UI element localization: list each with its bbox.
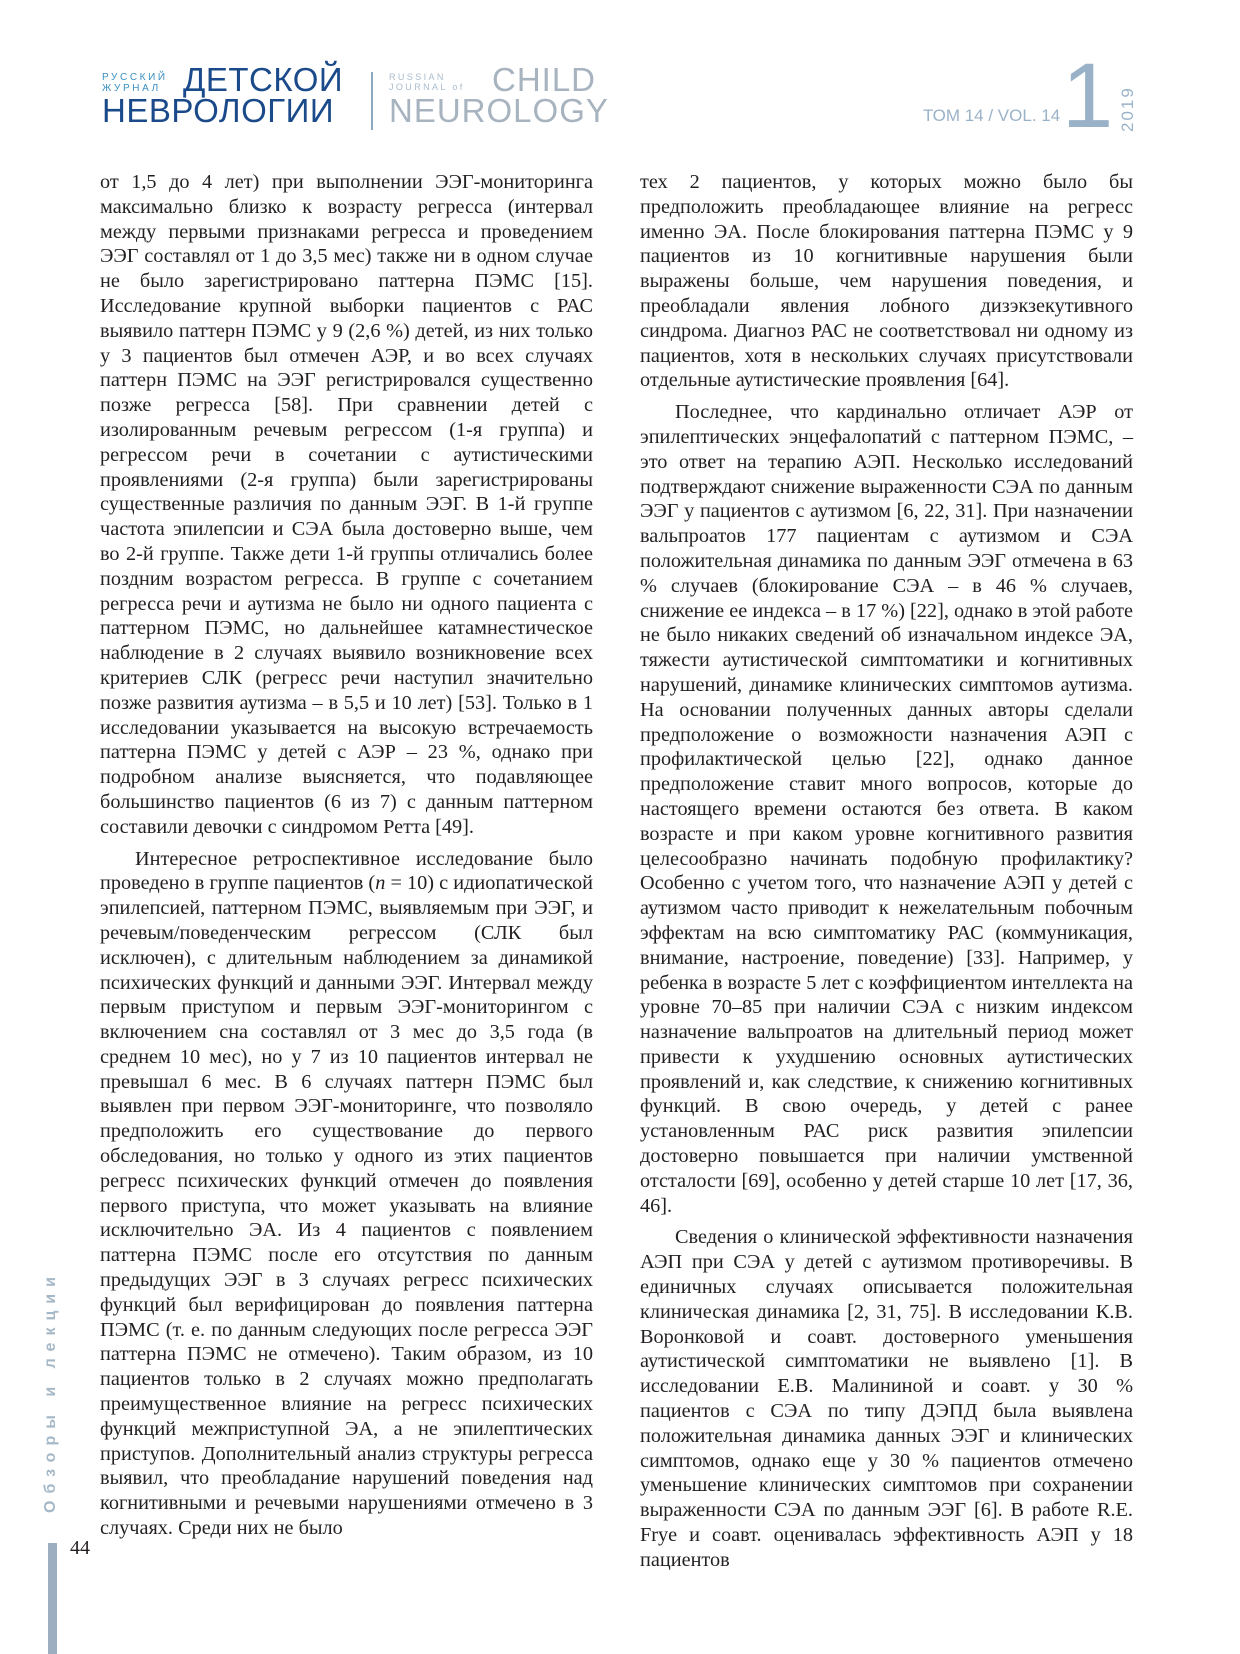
issue-number: 1 bbox=[1062, 45, 1114, 147]
left-paragraph-2-part-a: Интересное ретроспективное исследование было проведено в группе пациентов ( bbox=[100, 847, 593, 895]
journal-en-small-label: RUSSIAN JOURNAL of bbox=[389, 72, 465, 92]
right-paragraph-3: Сведения о клинической эффективности назначения АЭП при СЭА у детей с аутизмом противоречивы. В единичных случаях описывается положительная клиническая динамика [2, 31, 75]. В исследовании К.В. Воронковой и соавт. достоверного уменьшения аутистической симптоматики не выявлено [1]. В исследовании Е.В. Малининой и соавт. у 30 % пациентов с СЭА по типу ДЭПД была выявлена положительная динамика данных ЭЭГ и клинических симптомов, однако еще у 30 % пациентов отмечено уменьшение клинических симптомов при сохранении выраженности СЭА по данным ЭЭГ [6]. В работе R.E. Frye и соавт. оценивалась эффективность АЭП у 18 пациентов bbox=[640, 1226, 1133, 1571]
sample-size-variable: n bbox=[375, 872, 386, 895]
section-label-vertical: Обзоры и лекции bbox=[42, 1270, 59, 1513]
left-paragraph-2 bbox=[100, 847, 593, 1541]
page-number: 44 bbox=[70, 1537, 90, 1559]
header-divider bbox=[371, 72, 373, 130]
journal-ru-title-line1: ДЕТСКОЙ bbox=[183, 61, 344, 98]
journal-en-title-line2: NEUROLOGY bbox=[389, 92, 609, 129]
journal-en-title-line1: CHILD bbox=[492, 61, 597, 98]
left-paragraph-1: от 1,5 до 4 лет) при выполнении ЭЭГ-мониторинга максимально близко к возрасту регресса (интервал между первыми признаками регресса и проведением ЭЭГ составлял от 1 до 3,5 мес) также ни в одном случае не было зарегистрировано паттерна ПЭМС [15]. Исследование крупной выборки пациентов с РАС выявило паттерн ПЭМС у 9 (2,6 %) детей, из них только у 3 пациентов был отмечен АЭР, и во всех случаях паттерн ПЭМС на ЭЭГ регистрировался существенно позже регресса [58]. При сравнении детей с изолированным речевым регрессом (1-я группа) и регрессом речи в сочетании с аутистическими проявлениями (2-я группа) были зарегистрированы существенные различия по данным ЭЭГ. В 1-й группе частота эпилепсии и СЭА была достоверно выше, чем во 2-й группе. Также дети 1-й группы отличались более поздним возрастом регресса. В группе с сочетанием регресса речи и аутизма не было ни одного пациента с паттерном ПЭМС, но дальнейшее катамнестическое наблюдение в 2 случаях выявило возникновение всех критериев СЛК (регресс речи наступил значительно позже развития аутизма – в 5,5 и 10 лет) [53]. Только в 1 исследовании указывается на высокую встречаемость паттерна ПЭМС у детей с АЭР – 23 %, однако при подробном анализе выясняется, что подавляющее большинство пациентов (6 из 7) с данным паттерном составили девочки с синдромом Ретта [49]. bbox=[100, 171, 593, 838]
left-text-column bbox=[100, 170, 593, 1541]
right-text-column bbox=[640, 170, 1133, 1573]
left-paragraph-2-part-b: = 10) с идиопатической эпилепсией, паттерном ПЭМС, выявляемым при ЭЭГ, и речевым/поведенческим регрессом (СЛК был исключен), с длительным наблюдением за динамикой психических функций и данными ЭЭГ. Интервал между первым приступом и первым ЭЭГ-мониторингом с включением сна составлял от 3 мес до 3,5 года (в среднем 10 мес), но у 7 из 10 пациентов интервал не превышал 6 мес. В 6 случаях паттерн ПЭМС был выявлен при первом ЭЭГ-мониторинге, что позволяло предположить его существование до первого обследования, но только у одного из этих пациентов регресс психических функций отмечен до появления первого приступа, что может указывать на влияние исключительно ЭА. Из 4 пациентов с появлением паттерна ПЭМС после его отсутствия по данным предыдущих ЭЭГ в 3 случаях регресс психических функций был верифицирован до появления паттерна ПЭМС (т. е. по данным следующих после регресса ЭЭГ паттерна ПЭМС не отмечено). Таким образом, из 10 пациентов только в 2 случаях можно предполагать преимущественное влияние на регресс психических функций межприступной ЭА, а не эпилептических приступов. Дополнительный анализ структуры регресса выявил, что преобладание нарушений поведения над когнитивными и речевыми нарушениями отмечено в 3 случаях. Среди них не было bbox=[100, 872, 594, 1540]
journal-ru-small-label: РУССКИЙ ЖУРНАЛ bbox=[102, 72, 168, 94]
journal-ru-title bbox=[102, 61, 344, 129]
journal-ru-title-line2: НЕВРОЛОГИИ bbox=[102, 92, 335, 129]
journal-en-title bbox=[389, 61, 609, 129]
right-paragraph-1: тех 2 пациентов, у которых можно было бы предположить преобладающее влияние на регресс именно ЭА. После блокирования паттерна ПЭМС у 9 пациентов из 10 когнитивные нарушения были выражены больше, чем нарушения поведения, и преобладали явления лобного дизэкзекутивного синдрома. Диагноз РАС не соответствовал ни одному из пациентов, хотя в нескольких случаях присутствовали отдельные аутистические проявления [64]. bbox=[640, 171, 1133, 392]
journal-header bbox=[0, 45, 1240, 147]
issue-year: 2019 bbox=[1118, 86, 1137, 132]
right-paragraph-2: Последнее, что кардинально отличает АЭР от эпилептических энцефалопатий с паттерном ПЭМС, – это ответ на терапию АЭП. Несколько исследований подтверждают снижение выраженности СЭА по данным ЭЭГ у пациентов с аутизмом [6, 22, 31]. При назначении вальпроатов 177 пациентам с аутизмом и СЭА положительная динамика по данным ЭЭГ отмечена в 63 % случаев (блокирование СЭА – в 46 % случаев, снижение ее индекса – в 17 %) [22], однако в этой работе не было никаких сведений об изначальном индексе ЭА, тяжести аутистической симптоматики и когнитивных нарушений, динамике клинических симптомов аутизма. На основании полученных данных авторы сделали предположение о возможности назначения АЭП с профилактической целью [22], однако данное предположение ставит много вопросов, которые до настоящего времени остаются без ответа. В каком возрасте и при каком уровне когнитивного развития целесообразно начинать подобную профилактику? Особенно с учетом того, что назначение АЭП у детей с аутизмом часто приводит к нежелательным побочным эффектам на всю симптоматику РАС (коммуникация, внимание, настроение, поведение) [33]. Например, у ребенка в возрасте 5 лет с коэффициентом интеллекта на уровне 70–85 при наличии СЭА с низким индексом назначение вальпроатов на длительный период может привести к ухудшению основных аутистических проявлений и, как следствие, к снижению когнитивных функций. В свою очередь, у детей с ранее установленным РАС риск развития эпилепсии достоверно повышается при наличии умственной отсталости [69], особенно у детей старше 10 лет [17, 36, 46]. bbox=[640, 401, 1133, 1217]
volume-label: ТОМ 14 / VOL. 14 bbox=[923, 106, 1061, 125]
side-color-bar bbox=[48, 1543, 57, 1654]
